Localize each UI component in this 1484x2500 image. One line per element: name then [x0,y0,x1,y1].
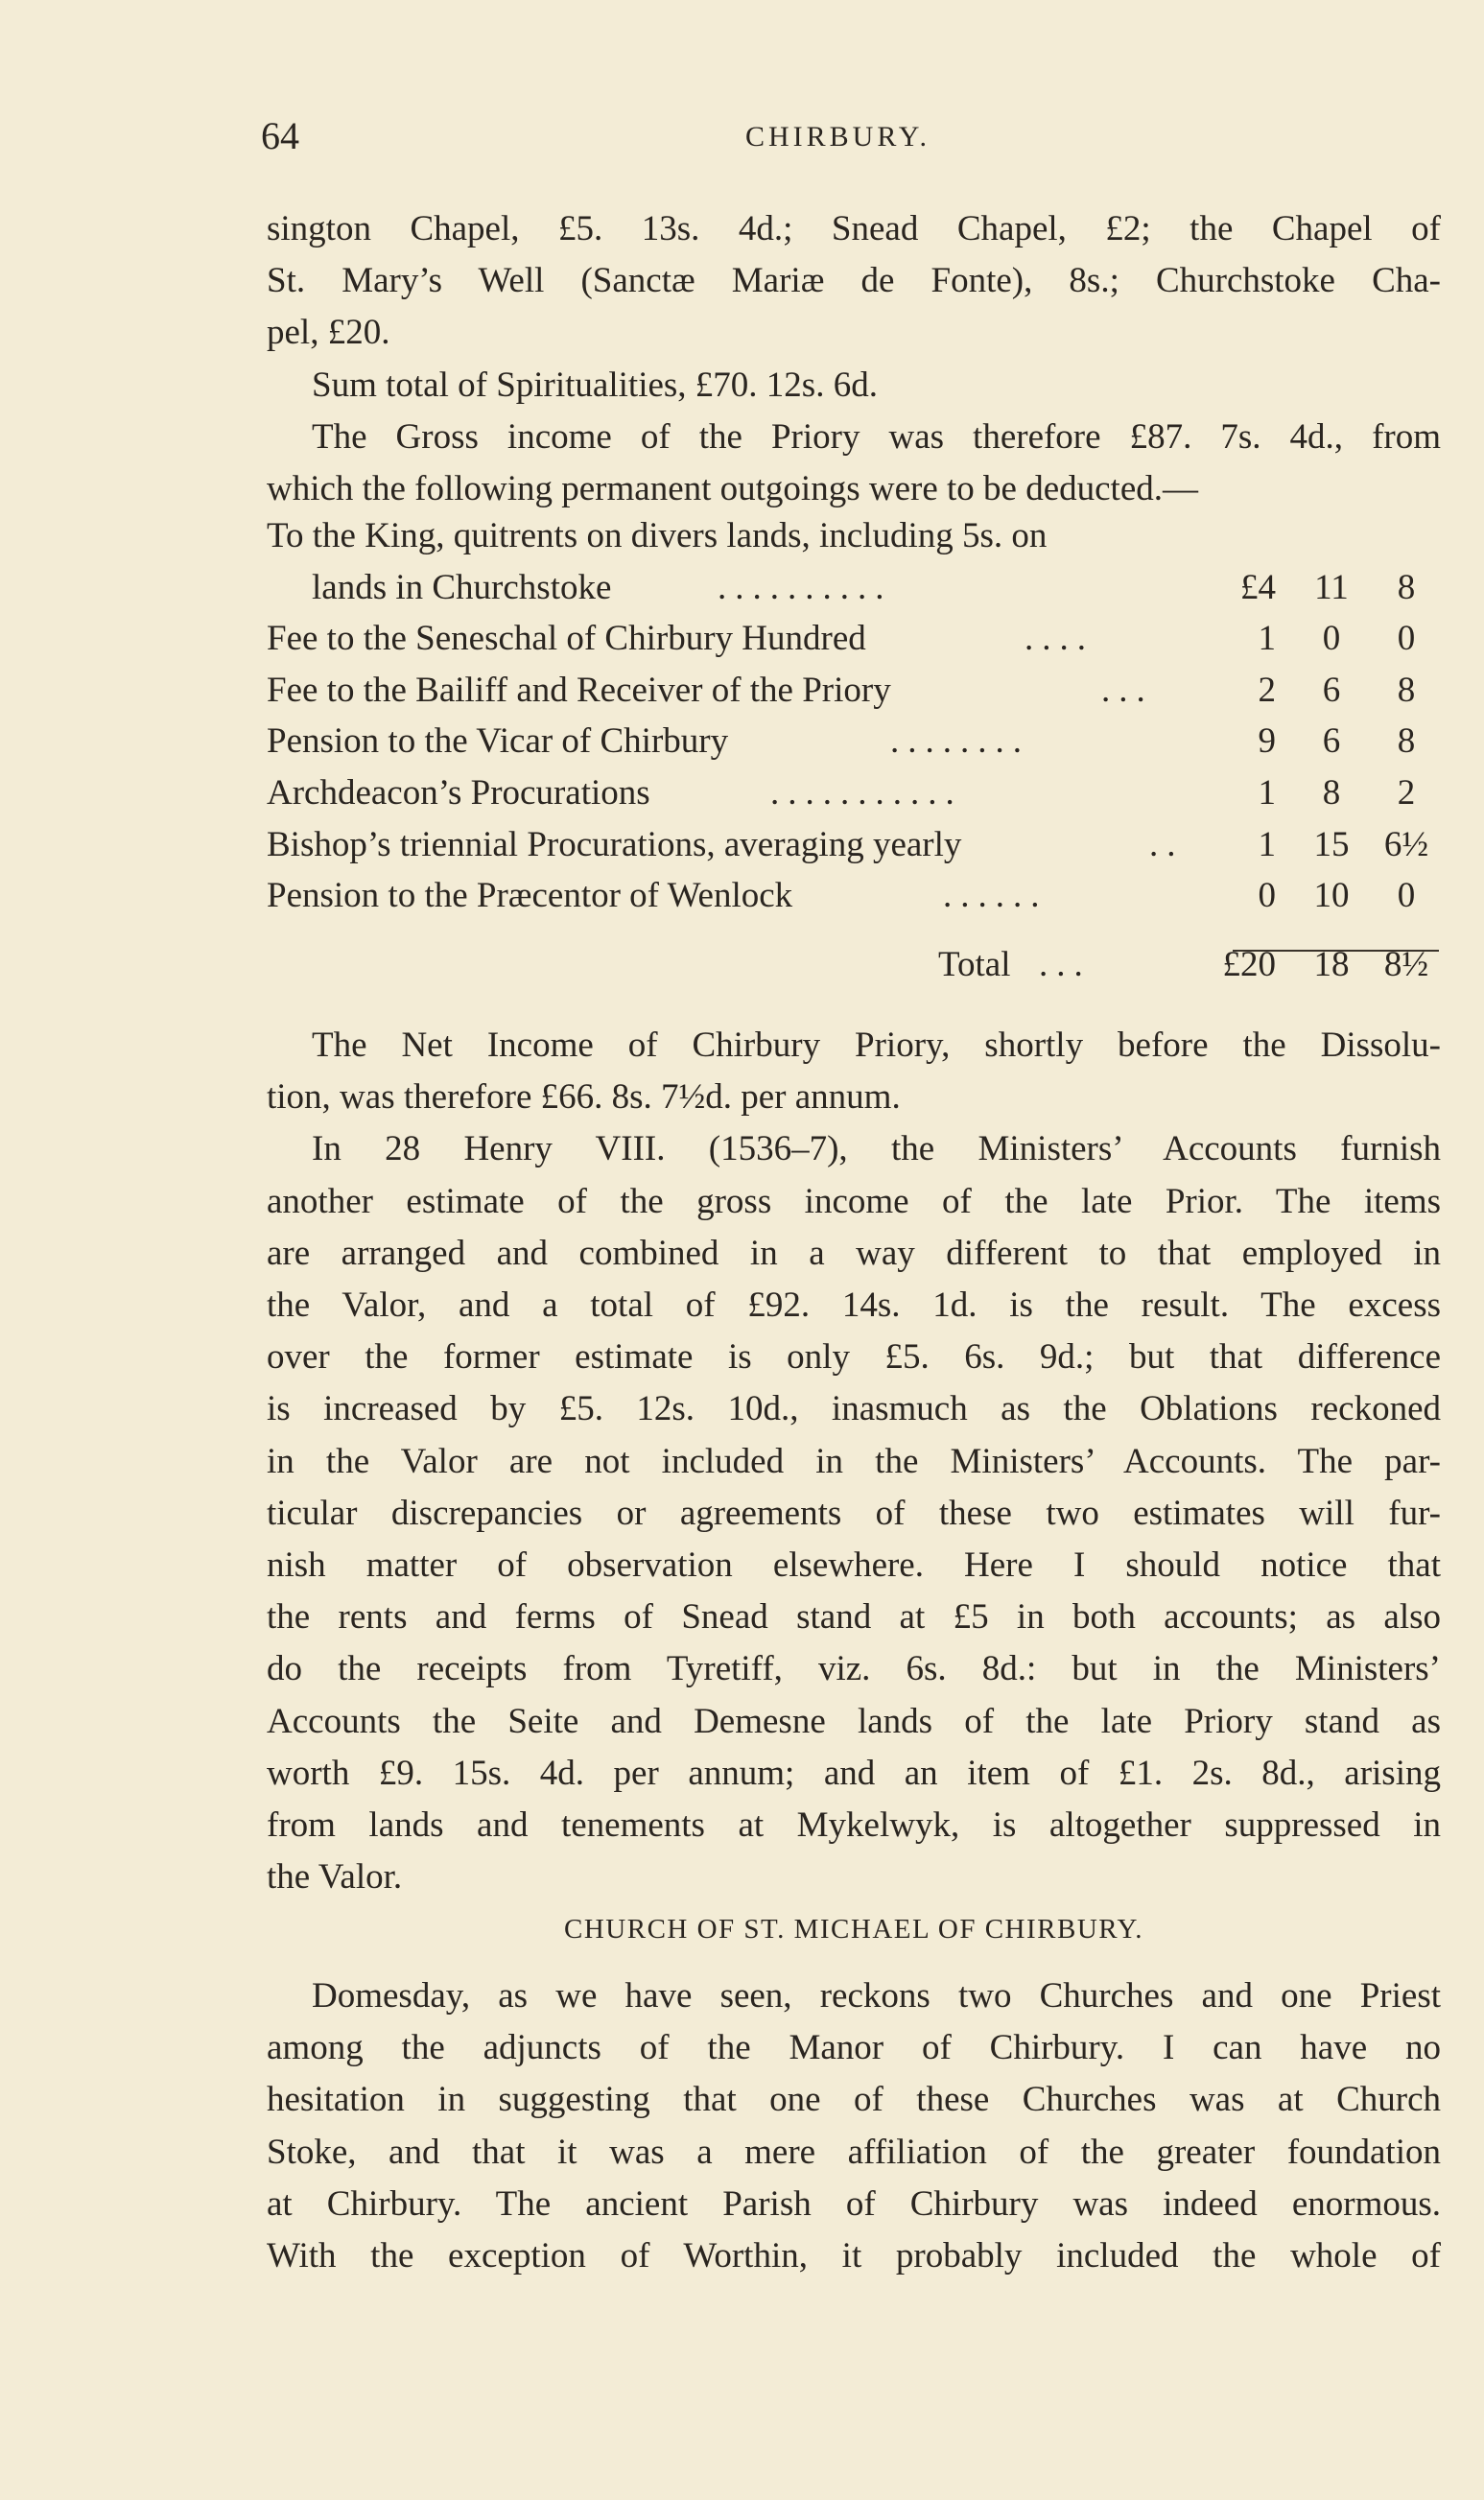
text-line: worth £9. 15s. 4d. per annum; and an item of £1. 2s. 8d., arising [267,1753,1441,1793]
ledger-label: Pension to the Præcentor of Wenlock [267,876,793,916]
text-line: nish matter of observation elsewhere. Here I should notice that [267,1545,1441,1586]
text-line: is increased by £5. 12s. 10d., inasmuch as the Oblations reckoned [267,1389,1441,1429]
ledger-label: Pension to the Vicar of Chirbury [267,721,729,762]
ledger-shillings: 0 [1322,619,1341,659]
text-line: hesitation in suggesting that one of these Churches was at Church [267,2080,1441,2120]
ledger-shillings: 8 [1322,772,1341,813]
text-line: the Valor, and a total of £92. 14s. 1d. is the result. The excess [267,1285,1441,1326]
text-line: the Valor. [267,1857,403,1898]
ledger-shillings: 6 [1322,670,1341,710]
ledger-pounds: 2 [1258,670,1276,710]
total-label: Total [938,944,1011,984]
text-line: among the adjuncts of the Manor of Chirbury. I can have no [267,2028,1441,2068]
ledger-row [267,819,1441,871]
outgoings-ledger [267,510,1441,990]
running-head [261,113,1446,161]
ledger-pence: 2 [1397,772,1416,813]
ledger-label: Fee to the Seneschal of Chirbury Hundred [267,619,866,659]
text-line: which the following permanent outgoings were to be deducted.— [267,469,1198,509]
text-line: In 28 Henry VIII. (1536–7), the Ministers’ Accounts furnish [312,1129,1441,1169]
running-title: CHIRBURY. [745,121,931,153]
ledger-leader: .......... [718,567,893,607]
text-line: Stoke, and that it was a mere affiliation of the greater foundation [267,2132,1441,2172]
ledger-leader: .. [1149,824,1185,864]
ledger-total-row [267,939,1441,991]
total-pence: 8½ [1383,944,1429,984]
ledger-row [267,613,1441,665]
ledger-row [267,767,1441,819]
text-line: over the former estimate is only £5. 6s. 9d.; but that difference [267,1337,1441,1378]
ledger-label: Bishop’s triennial Procurations, averaging yearly [267,824,962,864]
text-line: sington Chapel, £5. 13s. 4d.; Snead Chapel, £2; the Chapel of [267,209,1441,248]
ledger-pence: 8 [1397,721,1416,762]
ledger-pounds: 9 [1258,721,1276,762]
text-line: from lands and tenements at Mykelwyk, is altogether suppressed in [267,1805,1441,1846]
ledger-row [267,665,1441,717]
ledger-pounds: £4 [1240,567,1276,607]
text-line: Domesday, as we have seen, reckons two Churches and one Priest [312,1976,1441,2016]
text-line: another estimate of the gross income of the late Prior. The items [267,1181,1441,1221]
closing-text [267,1970,1441,2282]
ledger-pounds: 1 [1258,619,1276,659]
ledger-label: lands in Churchstoke [312,567,612,607]
ledger-pence: 0 [1397,876,1416,916]
ledger-row [267,562,1441,614]
ledger-pounds: 0 [1258,876,1276,916]
ledger-pounds: 1 [1258,824,1276,864]
text-line: St. Mary’s Well (Sanctæ Mariæ de Fonte), 8s.; Churchstoke Cha- [267,261,1441,301]
ledger-row [267,870,1441,922]
text-line: Accounts the Seite and Demesne lands of the late Priory stand as [267,1701,1441,1741]
ledger-row [267,716,1441,767]
ledger-shillings: 15 [1313,824,1350,864]
ledger-leader: ........... [770,772,963,813]
ledger-pounds: 1 [1258,772,1276,813]
ledger-shillings: 10 [1313,876,1350,916]
body-text [267,1020,1441,1903]
ledger-leader: ... [1039,944,1092,984]
ledger-leader: ... [1101,670,1154,710]
ledger-intro: To the King, quitrents on divers lands, including 5s. on [267,516,1048,555]
text-line: ticular discrepancies or agreements of these two estimates will fur- [267,1493,1441,1533]
ledger-shillings: 6 [1322,721,1341,762]
text-line: The Net Income of Chirbury Priory, shortly before the Dissolu- [312,1026,1441,1065]
section-heading: CHURCH OF ST. MICHAEL OF CHIRBURY. [564,1914,1143,1945]
text-line: do the receipts from Tyretiff, viz. 6s. 8d.: but in the Ministers’ [267,1649,1441,1689]
text-line: The Gross income of the Priory was therefore £87. 7s. 4d., from [312,416,1441,457]
ledger-label: Archdeacon’s Procurations [267,772,650,813]
ledger-leader: .... [1025,619,1095,659]
text-line: the rents and ferms of Snead stand at £5 in both accounts; as also [267,1597,1441,1638]
total-shillings: 18 [1313,944,1350,984]
ledger-leader: ...... [943,876,1048,916]
text-line: are arranged and combined in a way different to that employed in [267,1233,1441,1273]
ledger-pence: 8 [1397,670,1416,710]
ledger-pence: 0 [1397,619,1416,659]
text-line: in the Valor are not included in the Ministers’ Accounts. The par- [267,1441,1441,1481]
ledger-pence: 6½ [1383,824,1429,864]
text-line: tion, was therefore £66. 8s. 7½d. per annum. [267,1077,901,1118]
ledger-pence: 8 [1397,567,1416,607]
ledger-intro-row [267,510,1441,562]
text-line: Sum total of Spiritualities, £70. 12s. 6d. [312,365,878,405]
total-pounds: £20 [1222,944,1276,984]
text-line: at Chirbury. The ancient Parish of Chirbury was indeed enormous. [267,2183,1441,2224]
page-number: 64 [261,114,299,157]
intro-text [267,203,1441,515]
ledger-label: Fee to the Bailiff and Receiver of the Priory [267,670,891,710]
text-line: pel, £20. [267,313,390,353]
text-line: With the exception of Worthin, it probably included the whole of [267,2236,1441,2276]
ledger-leader: ........ [890,721,1030,762]
ledger-shillings: 11 [1314,567,1349,607]
